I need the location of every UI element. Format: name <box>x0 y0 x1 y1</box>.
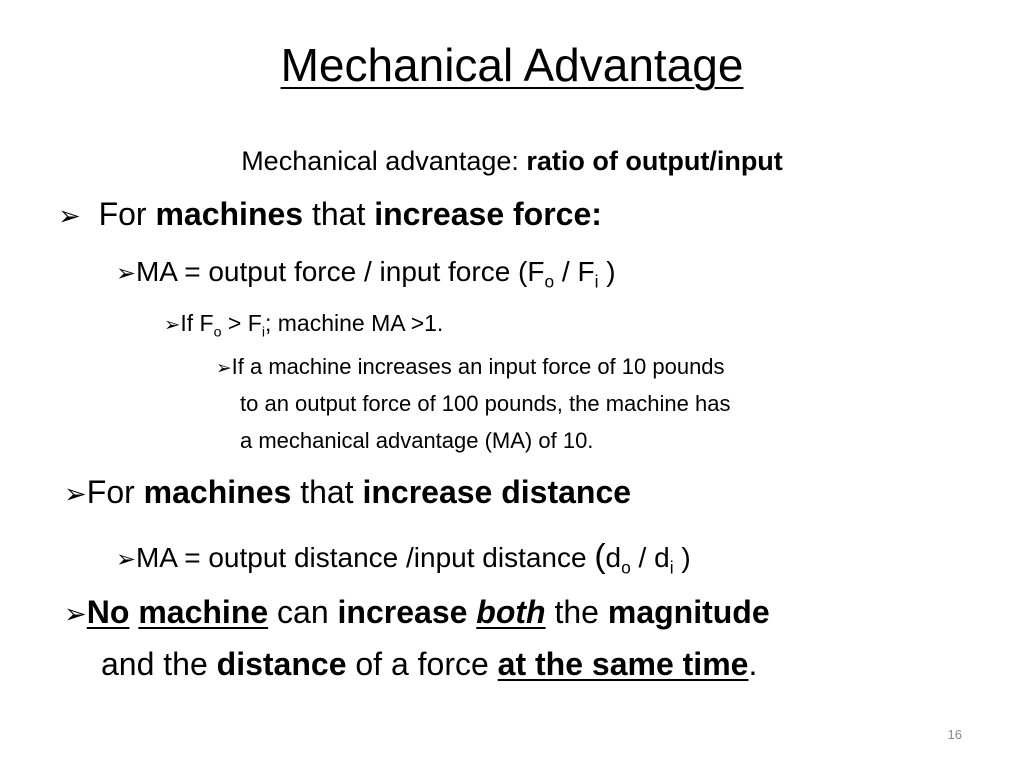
machine-underlined: machine <box>138 594 269 630</box>
condition-text3: ; machine MA >1. <box>264 310 444 336</box>
distance-formula-text4: ) <box>673 542 691 573</box>
page-number: 16 <box>947 727 962 742</box>
bullet-force-text1: For <box>98 196 156 232</box>
bullet-force-bold2: increase force: <box>374 196 602 232</box>
bullet-arrow-icon: ➢ <box>64 478 87 509</box>
example-line1: If a machine increases an input force of 10 pounds <box>231 354 725 379</box>
magnitude-bold: magnitude <box>607 594 770 630</box>
bullet-force-condition <box>164 310 443 341</box>
bullet-distance-text1: For <box>86 474 144 510</box>
bullet-arrow-icon: ➢ <box>116 260 136 287</box>
condition-sub-o: o <box>213 324 222 341</box>
bullet-distance-bold2: increase distance <box>362 474 632 510</box>
bullet-force-bold1: machines <box>155 196 304 232</box>
example-line2: to an output force of 100 pounds, the machine has <box>240 391 731 416</box>
formula-text1: MA = output force / input force (F <box>135 256 545 287</box>
example-line3: a mechanical advantage (MA) of 10. <box>240 428 594 453</box>
distance-bold: distance <box>216 646 347 682</box>
formula-sub-o: o <box>544 271 555 292</box>
condition-text1: If F <box>180 310 214 336</box>
increase-bold: increase <box>337 594 468 630</box>
bullet-arrow-icon: ➢ <box>58 200 81 231</box>
and-the-text: and the <box>101 646 217 682</box>
subtitle-prefix: Mechanical advantage: <box>241 146 527 176</box>
bullet-arrow-icon: ➢ <box>116 546 136 573</box>
no-underlined: No <box>86 594 130 630</box>
bullet-force-text2: that <box>303 196 375 232</box>
formula-text3: ) <box>598 256 616 287</box>
distance-sub-o: o <box>621 557 631 578</box>
condition-text2: > F <box>221 310 262 336</box>
distance-formula-text3: / d <box>630 542 670 573</box>
bullet-force-formula <box>116 256 616 293</box>
bullet-no-machine <box>64 594 770 631</box>
same-time-underlined: at the same time <box>497 646 749 682</box>
slide-title: Mechanical Advantage <box>280 39 744 91</box>
bullet-force <box>58 196 602 233</box>
distance-sub-i: i <box>669 557 674 578</box>
can-text: can <box>268 594 338 630</box>
of-a-force-text: of a force <box>346 646 498 682</box>
condition-sub-i: i <box>261 324 265 341</box>
distance-formula-text1: MA = output distance /input distance <box>135 542 595 573</box>
formula-text2: / F <box>554 256 595 287</box>
bullet-no-machine-line2 <box>101 646 757 683</box>
bullet-distance-bold1: machines <box>143 474 292 510</box>
bullet-arrow-icon: ➢ <box>216 357 232 378</box>
both-emphasis: both <box>476 594 546 630</box>
slide-subtitle <box>0 146 1024 177</box>
the-text: the <box>545 594 608 630</box>
bullet-arrow-icon: ➢ <box>64 598 87 629</box>
distance-formula-paren: ( <box>594 538 606 575</box>
bullet-force-example <box>216 354 725 380</box>
bullet-distance-formula <box>116 538 691 579</box>
bullet-distance-text2: that <box>291 474 363 510</box>
period-text: . <box>748 646 758 682</box>
formula-sub-i: i <box>594 271 599 292</box>
bullet-arrow-icon: ➢ <box>164 314 181 336</box>
subtitle-bold: ratio of output/input <box>526 146 783 176</box>
bullet-distance <box>64 474 631 511</box>
distance-formula-text2: d <box>605 542 622 573</box>
